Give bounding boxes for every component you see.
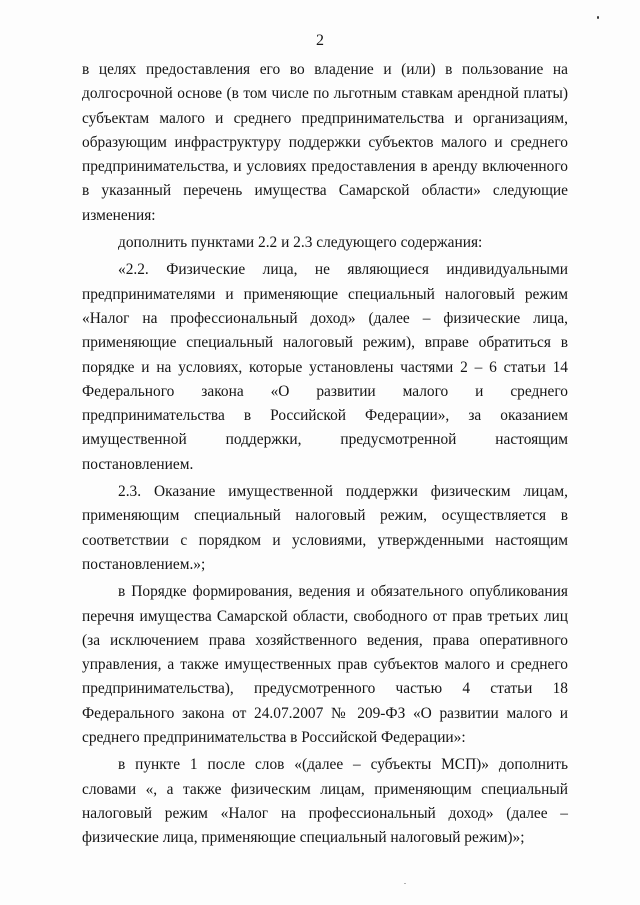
scan-speck bbox=[404, 883, 406, 884]
paragraph-clause-2-2: «2.2. Физические лица, не являющиеся индивидуальными предпринимателями и применяющие специальный налоговый режим «Налог на профессиональный доход» (далее – физические лица, применяющие специальный налоговый режим), вправе обратиться в порядке и на условиях, которые установлены частями 2 – 6 статьи 14 Федерального закона «О развитии малого и среднего предпринимательства в Российской Федерации», за оказанием имущественной поддержки, предусмотренной настоящим постановлением. bbox=[82, 261, 568, 473]
paragraph-clause-2-3: 2.3. Оказание имущественной поддержки физическим лицам, применяющим специальный налоговый режим, осуществляется в соответствии с порядком и условиями, утвержденными настоящим постановлением.»; bbox=[82, 483, 568, 573]
paragraph-item-1-amendment: в пункте 1 после слов «(далее – субъекты МСП)» дополнить словами «, а также физическим лицам, применяющим специальный налоговый режим «Налог на профессиональный доход» (далее – физические лица, применяющие специальный налоговый режим)»; bbox=[82, 756, 568, 847]
paragraph-intro-continuation: в целях предоставления его во владение и (или) в пользование на долгосрочной основе (в том числе по льготным ставкам арендной платы) субъектам малого и среднего предпринимательства и организациям, образующим инфраструктуру поддержки субъектов малого и среднего предпринимательства, и условиях предоставления в аренду включенного в указанный перечень имущества Самарской области» следующие изменения: bbox=[82, 61, 568, 224]
paragraph-procedure-amendment: в Порядке формирования, ведения и обязательного опубликования перечня имущества Самарской области, свободного от прав третьих лиц (за исключением права хозяйственного ведения, права оперативного управления, а также имущественных прав субъектов малого и среднего предпринимательства), предусмотренного частью 4 статьи 18 Федерального закона от 24.07.2007 № 209-ФЗ «О развитии малого и среднего предпринимательства в Российской Федерации»: bbox=[82, 583, 568, 747]
page-number: 2 bbox=[316, 32, 324, 49]
paragraph-amendment-instruction: дополнить пунктами 2.2 и 2.3 следующего содержания: bbox=[118, 234, 483, 252]
scan-speck bbox=[597, 16, 599, 19]
document-body bbox=[82, 58, 568, 854]
